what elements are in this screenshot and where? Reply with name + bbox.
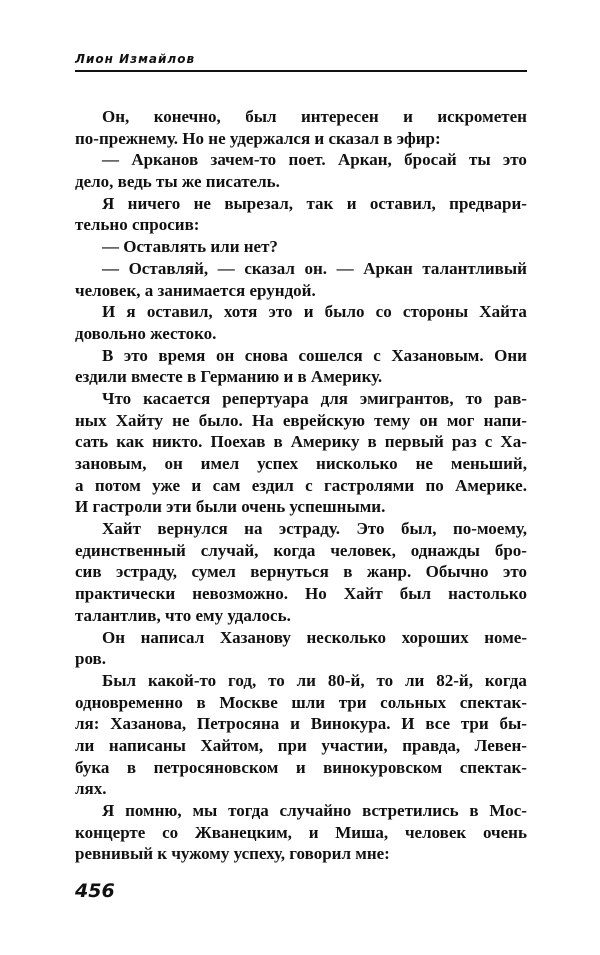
word: был bbox=[245, 107, 277, 126]
text-line bbox=[75, 453, 527, 475]
word: предвари- bbox=[449, 193, 527, 213]
word: никто. bbox=[152, 432, 203, 452]
word: Хайтом, bbox=[200, 735, 264, 755]
word: И bbox=[102, 302, 116, 322]
text-line: по-прежнему. Но не удержался и сказал в эфир: bbox=[75, 128, 441, 148]
word: сольных bbox=[380, 692, 447, 712]
word: меньший, bbox=[450, 454, 527, 473]
word: случайно bbox=[279, 801, 352, 820]
word: концерте bbox=[75, 822, 146, 842]
word: имел bbox=[200, 454, 240, 473]
word: еврейскую bbox=[282, 410, 365, 430]
word: гастролями bbox=[324, 475, 415, 495]
word: вернуться bbox=[250, 562, 329, 582]
text-line bbox=[75, 540, 527, 562]
word: и bbox=[403, 107, 413, 126]
word: касается bbox=[143, 388, 211, 408]
text-line bbox=[75, 431, 527, 453]
word: он bbox=[215, 345, 235, 365]
word: то bbox=[465, 388, 483, 408]
text-line: ревнивый к чужому успеху, говорил мне: bbox=[75, 844, 390, 864]
text-line bbox=[75, 106, 527, 128]
text-line: человек, а занимается ерундой. bbox=[75, 280, 316, 300]
word: эмигрантов, bbox=[359, 388, 454, 408]
word: бы- bbox=[499, 714, 527, 734]
text-line: тельно спросив: bbox=[75, 215, 200, 235]
word: и bbox=[295, 757, 306, 777]
word: при bbox=[277, 735, 307, 755]
word: зановым, bbox=[75, 454, 147, 473]
word: Хайту bbox=[115, 410, 163, 430]
word: Аркан, bbox=[337, 150, 392, 170]
word: в bbox=[343, 562, 353, 582]
word: Левен- bbox=[474, 735, 527, 755]
word: Это bbox=[356, 519, 385, 539]
text-line bbox=[75, 800, 527, 822]
word: нисколько bbox=[316, 454, 398, 473]
word: три bbox=[460, 714, 489, 734]
text-line bbox=[75, 757, 527, 779]
word: хотя bbox=[223, 302, 258, 322]
word: и bbox=[191, 475, 202, 495]
word: время bbox=[158, 345, 206, 365]
word: бука bbox=[75, 757, 110, 777]
word: он. bbox=[304, 258, 328, 278]
word: — bbox=[336, 258, 354, 278]
word: эстраду. bbox=[278, 519, 340, 539]
word: однажды bbox=[410, 540, 480, 560]
word: Оставляй, bbox=[128, 258, 209, 278]
word: Аркан bbox=[363, 258, 413, 278]
word: не bbox=[193, 193, 211, 213]
word: первый bbox=[384, 432, 444, 452]
word: то bbox=[268, 670, 285, 690]
word: На bbox=[251, 410, 274, 430]
word: три bbox=[338, 692, 367, 712]
text-line: ров. bbox=[75, 649, 106, 669]
word: был, bbox=[400, 519, 437, 539]
word: было. bbox=[198, 410, 243, 430]
word: ли bbox=[75, 735, 95, 755]
word: человек, bbox=[330, 540, 396, 560]
text-line bbox=[75, 518, 527, 540]
word: Хазанова, bbox=[110, 714, 187, 734]
word: это bbox=[268, 302, 293, 322]
text-line: лях. bbox=[75, 779, 107, 799]
word: сать bbox=[75, 432, 109, 452]
word: Я bbox=[102, 801, 115, 820]
word: жанр. bbox=[366, 562, 412, 582]
text-line bbox=[75, 301, 527, 323]
word: винокуровском bbox=[323, 757, 443, 777]
word: Винокура. bbox=[310, 714, 391, 734]
word: и bbox=[308, 822, 319, 842]
word: как bbox=[116, 432, 145, 452]
word: стороны bbox=[402, 302, 469, 322]
word: единственный bbox=[75, 540, 186, 560]
text-line bbox=[75, 258, 527, 280]
word: спектак- bbox=[459, 692, 527, 712]
word: мог bbox=[446, 410, 475, 430]
word: помню, bbox=[125, 801, 182, 820]
word: поет. bbox=[288, 150, 326, 170]
word: а bbox=[75, 475, 84, 495]
word: написаны bbox=[108, 735, 186, 755]
word: сказал bbox=[244, 258, 295, 278]
text-line bbox=[75, 149, 527, 171]
word: петросяновском bbox=[153, 757, 279, 777]
word: ли bbox=[405, 670, 425, 690]
word: потом bbox=[94, 475, 141, 495]
word: зачем-то bbox=[210, 150, 277, 170]
word: ля: bbox=[75, 714, 100, 734]
word: человек bbox=[404, 822, 467, 842]
word: ничего bbox=[127, 193, 181, 213]
word: был bbox=[399, 584, 432, 604]
word: сумел bbox=[191, 562, 236, 582]
word: год, bbox=[228, 670, 257, 690]
word: тогда bbox=[228, 801, 269, 820]
text-line: — Оставлять или нет? bbox=[102, 237, 278, 257]
word: ли bbox=[296, 670, 316, 690]
word: Обычно bbox=[425, 562, 489, 582]
word: Но bbox=[305, 584, 327, 604]
word: Петросяна bbox=[196, 714, 280, 734]
word: — bbox=[217, 258, 235, 278]
word: уже bbox=[152, 475, 181, 495]
word: Был bbox=[102, 670, 137, 690]
word: напи- bbox=[483, 410, 527, 430]
text-line bbox=[75, 345, 527, 367]
word: практически bbox=[75, 584, 176, 604]
word: рав- bbox=[494, 388, 527, 408]
word: со bbox=[375, 302, 392, 322]
text-line bbox=[75, 410, 527, 432]
word: не bbox=[172, 410, 190, 430]
word: мы bbox=[192, 801, 218, 820]
word: так bbox=[306, 193, 334, 213]
word: Я bbox=[102, 193, 115, 213]
word: в bbox=[126, 757, 137, 777]
word: эстраду, bbox=[115, 562, 178, 582]
word: и bbox=[346, 193, 357, 213]
word: встретились bbox=[362, 801, 459, 820]
word: 82-й, bbox=[436, 670, 473, 690]
word: с bbox=[484, 432, 493, 452]
word: искрометен bbox=[437, 107, 527, 126]
word: когда bbox=[273, 540, 316, 560]
word: со bbox=[162, 822, 179, 842]
text-line: дело, ведь ты же писатель. bbox=[75, 172, 280, 192]
word: по-моему, bbox=[452, 519, 527, 539]
word: конечно, bbox=[153, 107, 221, 126]
text-line bbox=[75, 583, 527, 605]
text-line: довольно жестоко. bbox=[75, 323, 217, 343]
word: Москве bbox=[219, 692, 278, 712]
word: вернулся bbox=[157, 519, 228, 539]
word: не bbox=[415, 454, 433, 473]
word: Что bbox=[102, 388, 132, 408]
word: Поехав bbox=[210, 432, 266, 452]
text-line bbox=[75, 388, 527, 410]
word: Америку bbox=[290, 432, 360, 452]
word: невозможно. bbox=[192, 584, 289, 604]
text-line bbox=[75, 713, 527, 735]
word: хороших bbox=[401, 627, 469, 647]
header-rule bbox=[75, 70, 527, 72]
word: он bbox=[419, 410, 438, 430]
word: спектак- bbox=[459, 757, 527, 777]
word: успех bbox=[257, 454, 299, 473]
word: снова bbox=[244, 345, 288, 365]
word: Они bbox=[494, 345, 527, 365]
word: настолько bbox=[448, 584, 527, 604]
running-header: Лион Измайлов bbox=[75, 52, 196, 66]
word: это bbox=[503, 562, 527, 582]
word: Хайт bbox=[343, 584, 383, 604]
word: бро- bbox=[494, 540, 527, 560]
text-line bbox=[75, 475, 527, 497]
word: в bbox=[367, 432, 377, 452]
word: Миша, bbox=[335, 822, 389, 842]
word: оставил, bbox=[146, 302, 213, 322]
word: — bbox=[102, 258, 119, 278]
text-line: ездили вместе в Германию и в Америку. bbox=[75, 367, 383, 387]
word: участии, bbox=[321, 735, 388, 755]
word: ездил bbox=[251, 475, 294, 495]
page-number: 456 bbox=[75, 880, 115, 902]
text-line: И гастроли эти были очень успешными. bbox=[75, 497, 386, 517]
word: сошелся bbox=[298, 345, 363, 365]
word: одновременно bbox=[75, 692, 183, 712]
body-text bbox=[75, 106, 527, 865]
word: талантливый bbox=[422, 258, 527, 278]
word: Хазановым. bbox=[391, 345, 484, 365]
word: и bbox=[303, 302, 314, 322]
word: Хайт bbox=[102, 519, 141, 539]
word: И bbox=[401, 714, 415, 734]
word: оставил, bbox=[369, 193, 436, 213]
text-line bbox=[75, 692, 527, 714]
word: это bbox=[502, 150, 527, 170]
word: в bbox=[273, 432, 283, 452]
text-line bbox=[75, 627, 527, 649]
word: с bbox=[305, 475, 313, 495]
word: по bbox=[425, 475, 444, 495]
word: Он, bbox=[102, 107, 130, 126]
word: шли bbox=[291, 692, 326, 712]
word: бросай bbox=[404, 150, 457, 170]
word: Он bbox=[102, 627, 126, 647]
word: Жванецким, bbox=[194, 822, 292, 842]
word: с bbox=[373, 345, 381, 365]
word: вырезал, bbox=[224, 193, 294, 213]
word: несколько bbox=[306, 627, 387, 647]
text-line bbox=[75, 193, 527, 215]
word: ных bbox=[75, 410, 107, 430]
word: все bbox=[425, 714, 451, 734]
text-line bbox=[75, 822, 527, 844]
word: написал bbox=[140, 627, 205, 647]
word: это bbox=[123, 345, 148, 365]
word: какой-то bbox=[147, 670, 217, 690]
word: очень bbox=[482, 822, 527, 842]
text-line bbox=[75, 735, 527, 757]
word: В bbox=[102, 345, 114, 365]
word: правда, bbox=[402, 735, 461, 755]
word: Ха- bbox=[500, 432, 527, 452]
word: когда bbox=[484, 670, 527, 690]
word: Хазанову bbox=[219, 627, 291, 647]
word: сив bbox=[75, 562, 102, 582]
word: Хайта bbox=[479, 302, 527, 322]
word: ты bbox=[468, 150, 491, 170]
word: в bbox=[196, 692, 206, 712]
word: репертуара bbox=[222, 388, 309, 408]
word: то bbox=[376, 670, 394, 690]
word: раз bbox=[451, 432, 477, 452]
word: он bbox=[164, 454, 183, 473]
word: — bbox=[102, 150, 119, 170]
word: Америке. bbox=[455, 475, 527, 495]
text-line bbox=[75, 561, 527, 583]
word: тему bbox=[374, 410, 411, 430]
word: я bbox=[126, 302, 136, 322]
word: номе- bbox=[484, 627, 527, 647]
text-line: талантлив, что ему удалось. bbox=[75, 605, 291, 625]
word: 80-й, bbox=[327, 670, 365, 690]
word: случай, bbox=[200, 540, 259, 560]
word: было bbox=[324, 302, 365, 322]
word: и bbox=[290, 714, 300, 734]
text-line bbox=[75, 670, 527, 692]
word: сам bbox=[212, 475, 241, 495]
word: Арканов bbox=[131, 150, 199, 170]
word: в bbox=[469, 801, 479, 820]
word: на bbox=[244, 519, 263, 539]
word: интересен bbox=[300, 107, 379, 126]
word: для bbox=[320, 388, 348, 408]
word: Мос- bbox=[489, 801, 527, 820]
